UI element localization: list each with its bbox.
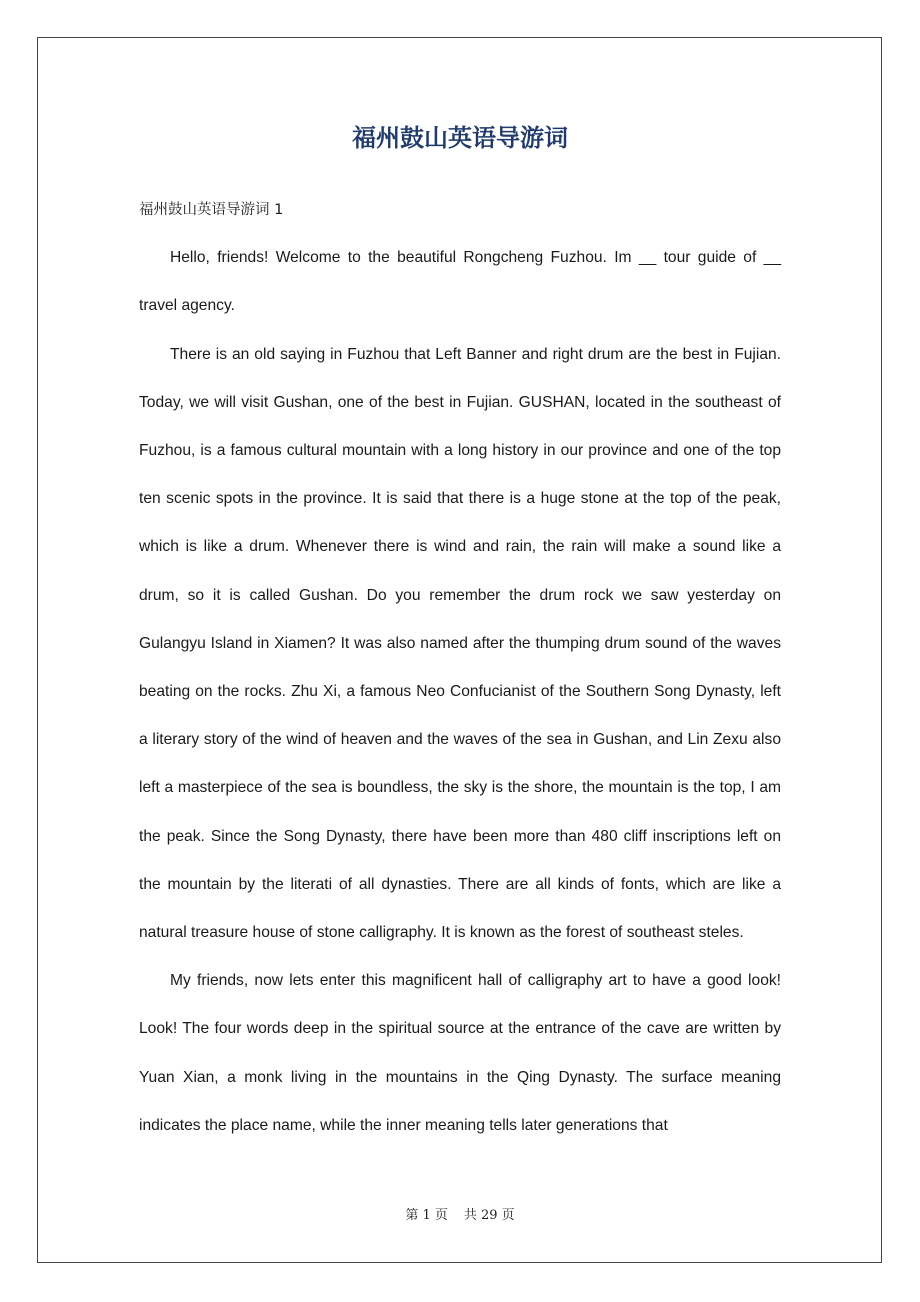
page-footer	[0, 1204, 920, 1228]
document-body	[139, 186, 781, 1150]
paragraph-greeting: Hello, friends! Welcome to the beautiful Rongcheng Fuzhou. Im __ tour guide of __ travel agency.	[139, 249, 781, 315]
paragraph-calligraphy-hall: My friends, now lets enter this magnificent hall of calligraphy art to have a good look! Look! The four words deep in the spiritual source at the entrance of the cave are written by Yuan Xian, a monk living in the mountains in the Qing Dynasty. The surface meaning indicates the place name, while the inner meaning tells later generations that	[139, 972, 781, 1134]
paragraph-gushan-history: There is an old saying in Fuzhou that Left Banner and right drum are the best in Fujian. Today, we will visit Gushan, one of the best in Fujian. GUSHAN, located in the southeast of Fuzhou, is a famous cultural mountain with a long history in our province and one of the top ten scenic spots in the province. It is said that there is a huge stone at the top of the peak, which is like a drum. Whenever there is wind and rain, the rain will make a sound like a drum, so it is called Gushan. Do you remember the drum rock we saw yesterday on Gulangyu Island in Xiamen? It was also named after the thumping drum sound of the waves beating on the rocks. Zhu Xi, a famous Neo Confucianist of the Southern Song Dynasty, left a literary story of the wind of heaven and the waves of the sea in Gushan, and Lin Zexu also left a masterpiece of the sea is boundless, the sky is the shore, the mountain is the top, I am the peak. Since the Song Dynasty, there have been more than 480 cliff inscriptions left on the mountain by the literati of all dynasties. There are all kinds of fonts, which are like a natural treasure house of stone calligraphy. It is known as the forest of southeast steles.	[139, 345, 781, 942]
document-title: 福州鼓山英语导游词	[352, 124, 568, 152]
page-number: 第 1 页	[405, 1208, 448, 1223]
section-heading: 福州鼓山英语导游词 1	[139, 202, 284, 218]
page-total: 共 29 页	[463, 1208, 515, 1223]
